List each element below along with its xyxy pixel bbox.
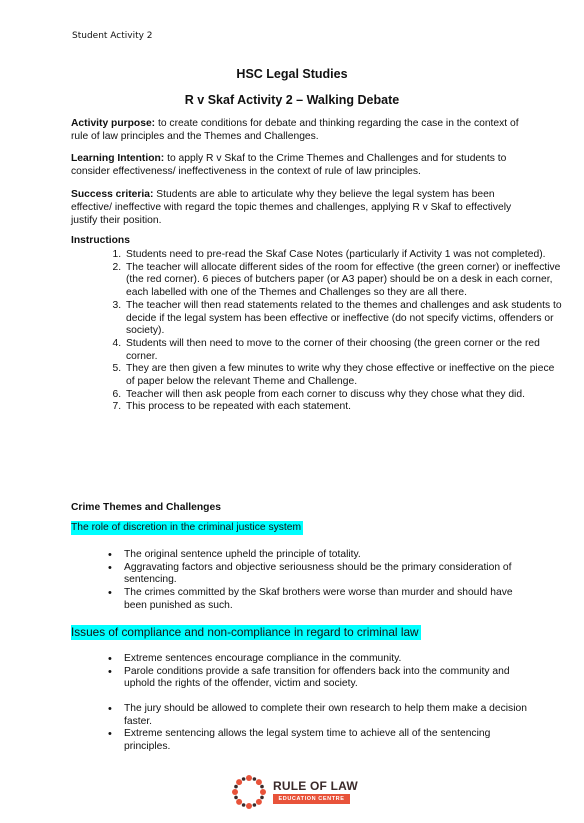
instruction-step: 2. The teacher will allocate different sides of the room for effective (the green corner) or ineffective (the red corner). 6 pieces of butchers paper (or A3 paper) should be on a desk in each corner, each labelled with one of the Themes and Challenges so they are all there. (124, 262, 564, 300)
instruction-step: 1. Students need to pre-read the Skaf Case Notes (particularly if Activity 1 was not completed). (124, 249, 564, 262)
statement-item: • Parole conditions provide a safe transition for offenders back into the community and uphold the rights of the offender, victim and society. (124, 666, 534, 691)
instruction-step: 7. This process to be repeated with each statement. (124, 401, 564, 414)
statement-item: • The crimes committed by the Skaf brothers were worse than murder and should have been punished as such. (124, 587, 534, 612)
theme-compliance-list-a (108, 653, 534, 691)
theme-discretion-list (108, 549, 534, 613)
instruction-step: 6. Teacher will then ask people from each corner to discuss why they chose what they did. (124, 389, 564, 402)
rule-of-law-logo (231, 774, 361, 810)
activity-purpose (71, 117, 521, 143)
learning-intention-text: to apply R v Skaf to the Crime Themes and Challenges and for students to consider effectiveness/ ineffectiveness in the context of rule of law principles. (71, 153, 507, 177)
success-criteria-text: Students are able to articulate why they believe the legal system has been effective/ ineffective with regard the topic themes and challenges, applying R v Skaf to effectively justify their position. (71, 189, 512, 226)
logo-wordmark: RULE OF LAW (273, 779, 358, 793)
instructions-heading: Instructions (71, 235, 130, 246)
activity-purpose-label: Activity purpose: (71, 118, 156, 129)
document-subtitle: R v Skaf Activity 2 – Walking Debate (184, 93, 400, 107)
learning-intention-label: Learning Intention: (71, 153, 165, 164)
activity-purpose-text: to create conditions for debate and thinking regarding the case in the context of rule of law principles and the Themes and Challenges. (71, 118, 519, 142)
learning-intention (71, 152, 521, 178)
logo-tagline: EDUCATION CENTRE (273, 794, 350, 804)
statement-item: • Extreme sentences encourage compliance in the community. (124, 653, 534, 666)
theme-compliance-title: Issues of compliance and non-compliance in regard to criminal law (71, 625, 419, 639)
document-title: HSC Legal Studies (236, 67, 348, 81)
instruction-step: 4. Students will then need to move to the corner of their choosing (the green corner or the red corner. (124, 338, 564, 363)
running-header: Student Activity 2 (72, 31, 153, 41)
instruction-step: 5. They are then given a few minutes to write why they chose effective or ineffective on the piece of paper below the relevant Theme and Challenge. (124, 363, 564, 388)
statement-item: • Extreme sentencing allows the legal system time to achieve all of the sentencing principles. (124, 728, 534, 753)
theme-discretion-title: The role of discretion in the criminal justice system (71, 522, 302, 533)
success-criteria (71, 188, 521, 227)
crime-section-heading: Crime Themes and Challenges (71, 502, 221, 513)
statement-item: • The jury should be allowed to complete their own research to help them make a decision faster. (124, 703, 534, 728)
success-criteria-label: Success criteria: (71, 189, 154, 200)
statement-item: • The original sentence upheld the principle of totality. (124, 549, 534, 562)
instructions-list (82, 249, 564, 414)
rule-of-law-star-logo-icon (231, 774, 267, 810)
statement-item: • Aggravating factors and objective seriousness should be the primary consideration of sentencing. (124, 562, 534, 587)
theme-compliance-list-b (108, 703, 534, 754)
instruction-step: 3. The teacher will then read statements related to the themes and challenges and ask students to decide if the legal system has been effective or ineffective (do not specify victims, offenders or society). (124, 300, 564, 338)
